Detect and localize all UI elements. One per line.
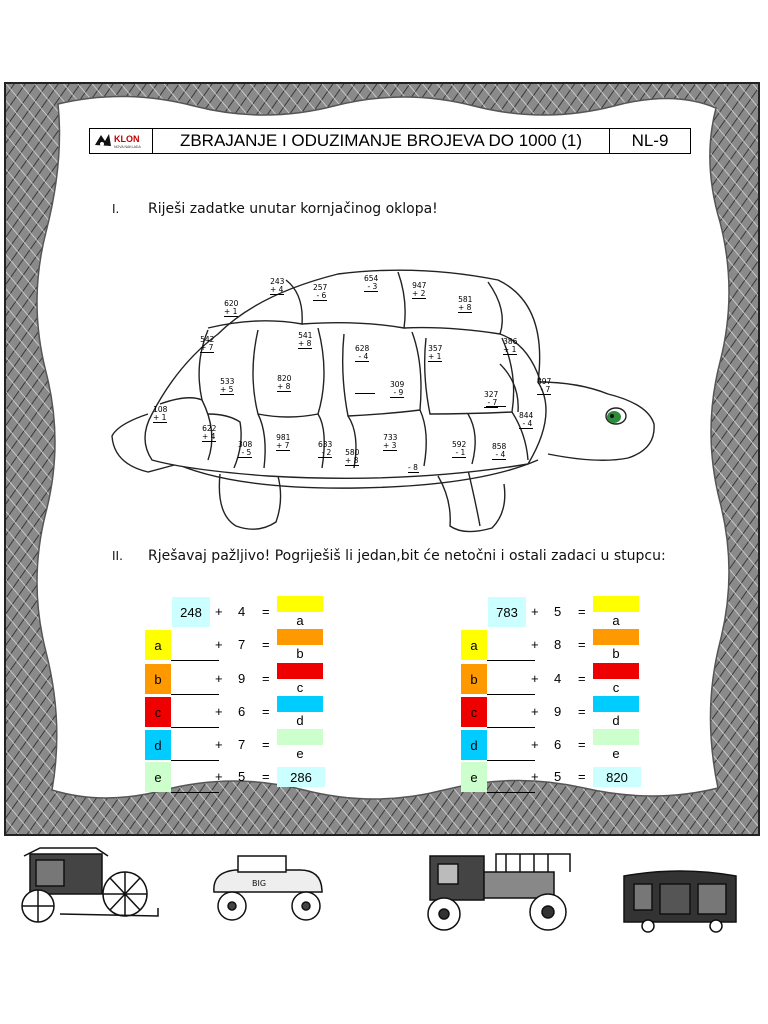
problem-top-number: 581: [458, 295, 473, 304]
chain-plus-sign: +: [215, 704, 223, 719]
klon-logo: [90, 129, 153, 153]
turtle-problem: [313, 284, 327, 301]
chain-answer-line[interactable]: [171, 760, 219, 761]
chain-result-label: c: [612, 679, 620, 695]
chain-result-label: a: [612, 612, 620, 628]
turtle-problem: [519, 412, 533, 429]
wagon-icon: [624, 871, 736, 932]
problem-top-number: 633: [318, 440, 333, 449]
problem-top-number: 592: [452, 440, 467, 449]
worksheet-title: ZBRAJANJE I ODUZIMANJE BROJEVA DO 1000 (1): [153, 129, 610, 153]
chain-plus-sign: +: [215, 637, 223, 652]
problem-operand: - 3: [364, 283, 378, 292]
fire-truck-icon: [428, 854, 570, 930]
turtle-problem: [318, 441, 332, 458]
chain-start-value: 783: [488, 597, 526, 627]
chain-equals-sign: =: [262, 671, 270, 686]
problem-top-number: 897: [537, 377, 552, 386]
chain-letter-box: e: [461, 762, 487, 792]
chain-result-label: d: [612, 712, 620, 728]
chain-result-color[interactable]: [593, 596, 639, 612]
chain-addend: 4: [554, 671, 562, 686]
chain-answer-line[interactable]: [171, 660, 219, 661]
problem-operand: + 1: [428, 352, 442, 361]
vehicle-illustrations: [0, 836, 768, 946]
task-2-instruction: Rješavaj pažljivo! Pogriješiš li jedan,bit će netočni i ostali zadaci u stupcu:: [148, 548, 666, 564]
problem-top-number: 541: [298, 331, 313, 340]
problem-operand: - 5: [238, 449, 252, 458]
chain-result-color[interactable]: [593, 729, 639, 745]
problem-top-number: 243: [270, 277, 285, 286]
chain-equals-sign: =: [578, 769, 586, 784]
chain-answer-line[interactable]: [487, 660, 535, 661]
answer-blank[interactable]: [486, 406, 506, 407]
turtle-problem: [412, 282, 426, 299]
chain-result-color[interactable]: [593, 663, 639, 679]
turtle-problem: [355, 345, 369, 362]
chain-result-color[interactable]: [593, 629, 639, 645]
chain-letter-box: a: [145, 630, 171, 660]
problem-top-number: 108: [153, 405, 168, 414]
problem-top-number: 542: [200, 335, 215, 344]
chain-addend: 5: [554, 769, 562, 784]
chain-result-label: a: [296, 612, 304, 628]
task-1-instruction: Riješi zadatke unutar kornjačinog oklopa!: [148, 201, 438, 217]
chain-plus-sign: +: [531, 604, 539, 619]
chain-letter-box: c: [461, 697, 487, 727]
chain-letter-box: d: [145, 730, 171, 760]
chain-result-label: b: [612, 645, 620, 661]
chain-plus-sign: +: [531, 637, 539, 652]
chain-plus-sign: +: [531, 671, 539, 686]
problem-top-number: 622: [202, 424, 217, 433]
chain-letter-box: c: [145, 697, 171, 727]
turtle-problem: [383, 434, 397, 451]
chain-result-color[interactable]: [277, 629, 323, 645]
problem-operand: + 5: [220, 385, 234, 394]
turtle-problem: [503, 338, 517, 355]
problem-top-number: 844: [519, 411, 534, 420]
chain-equals-sign: =: [578, 604, 586, 619]
turtle-problem: [364, 275, 378, 292]
svg-text:KLON: KLON: [114, 134, 140, 144]
problem-operand: + 4: [202, 432, 216, 441]
problem-top-number: 820: [277, 374, 292, 383]
turtle-problem: [220, 378, 234, 395]
chain-addend: 5: [238, 769, 246, 784]
turtle-drawing: [108, 264, 668, 542]
problem-top-number: 533: [220, 377, 235, 386]
chain-letter-box: e: [145, 762, 171, 792]
turtle-problem: [200, 336, 214, 353]
chain-answer-line[interactable]: [487, 727, 535, 728]
chain-letter-box: b: [145, 664, 171, 694]
chain-letter-box: d: [461, 730, 487, 760]
turtle-problem: [277, 375, 291, 392]
problem-operand: + 2: [412, 289, 426, 298]
turtle-problem: [452, 441, 466, 458]
chain-result-color[interactable]: [277, 729, 323, 745]
turtle-problem: [537, 378, 551, 395]
chain-plus-sign: +: [531, 769, 539, 784]
carriage-icon: [22, 848, 158, 922]
svg-text:NOVA NAKLADA: NOVA NAKLADA: [114, 145, 141, 149]
turtle-problem: [153, 406, 167, 423]
chain-answer-line[interactable]: [487, 760, 535, 761]
turtle-problem: [276, 434, 290, 451]
problem-operand: - 4: [355, 353, 369, 362]
task-2: [112, 548, 692, 568]
problem-top-number: 981: [276, 433, 291, 442]
chain-equals-sign: =: [262, 604, 270, 619]
turtle-problem: [238, 441, 252, 458]
chain-result-color[interactable]: [277, 596, 323, 612]
chain-equals-sign: =: [262, 637, 270, 652]
chain-letter-box: a: [461, 630, 487, 660]
problem-operand: - 2: [318, 449, 332, 458]
problem-operand: + 1: [503, 345, 517, 354]
chain-addend: 6: [554, 737, 562, 752]
turtle-problem: [298, 332, 312, 349]
chain-equals-sign: =: [262, 704, 270, 719]
problem-top-number: 580: [345, 448, 360, 457]
chain-addend: 4: [238, 604, 246, 619]
problem-top-number: 257: [313, 283, 328, 292]
chain-result-label: e: [612, 745, 620, 761]
chain-addend: 7: [238, 637, 246, 652]
problem-operand: + 7: [276, 441, 290, 450]
task-1-number: I.: [112, 202, 120, 216]
chain-addend: 9: [554, 704, 562, 719]
turtle-problem: [390, 381, 404, 398]
turtle-problem: [492, 443, 506, 460]
turtle-problem: [202, 425, 216, 442]
problem-operand: + 8: [345, 456, 359, 465]
chain-answer-line[interactable]: [487, 694, 535, 695]
chain-plus-sign: +: [215, 769, 223, 784]
problem-top-number: 858: [492, 442, 507, 451]
chain-equals-sign: =: [578, 704, 586, 719]
chain-addend: 8: [554, 637, 562, 652]
task-2-number: II.: [112, 549, 123, 563]
chain-answer-line[interactable]: [171, 727, 219, 728]
problem-top-number: 628: [355, 344, 370, 353]
chain-result-label: b: [296, 645, 304, 661]
problem-operand: - 4: [492, 451, 506, 460]
problem-top-number: 947: [412, 281, 427, 290]
problem-operand: + 8: [298, 339, 312, 348]
worksheet-header: [89, 128, 691, 154]
problem-top-number: 733: [383, 433, 398, 442]
answer-blank[interactable]: [355, 393, 375, 394]
chain-addend: 9: [238, 671, 246, 686]
chain-equals-sign: =: [262, 737, 270, 752]
problem-operand: - 6: [313, 292, 327, 301]
problem-operand: - 4: [519, 420, 533, 429]
chain-result-label: c: [296, 679, 304, 695]
chain-plus-sign: +: [215, 737, 223, 752]
chain-final-result: 820: [593, 767, 641, 787]
chain-plus-sign: +: [215, 604, 223, 619]
car-icon: [214, 856, 322, 920]
chain-plus-sign: +: [215, 671, 223, 686]
chain-equals-sign: =: [578, 671, 586, 686]
problem-operand: + 1: [224, 307, 238, 316]
problem-top-number: 327: [484, 390, 499, 399]
turtle-problem: [408, 456, 419, 473]
chain-answer-line[interactable]: [487, 792, 535, 793]
chain-equals-sign: =: [262, 769, 270, 784]
problem-operand: - 7: [537, 386, 551, 395]
problem-top-number: 308: [238, 440, 253, 449]
problem-operand: + 8: [458, 303, 472, 312]
problem-top-number: 654: [364, 274, 379, 283]
chain-plus-sign: +: [531, 704, 539, 719]
problem-top-number: 386: [503, 337, 518, 346]
chain-result-color[interactable]: [277, 663, 323, 679]
problem-top-number: 620: [224, 299, 239, 308]
chain-result-label: d: [296, 712, 304, 728]
turtle-problem: [428, 345, 442, 362]
problem-operand: + 7: [200, 343, 214, 352]
chain-answer-line[interactable]: [171, 694, 219, 695]
chain-plus-sign: +: [531, 737, 539, 752]
turtle-problem: [458, 296, 472, 313]
chain-start-value: 248: [172, 597, 210, 627]
chain-equals-sign: =: [578, 737, 586, 752]
chain-result-color[interactable]: [593, 696, 639, 712]
svg-text:BIG: BIG: [252, 879, 267, 888]
chain-addend: 7: [238, 737, 246, 752]
problem-operand: + 8: [277, 382, 291, 391]
chain-addend: 6: [238, 704, 246, 719]
task-1: [112, 201, 672, 221]
worksheet-code: NL-9: [631, 131, 669, 150]
problem-operand: + 3: [383, 441, 397, 450]
turtle-problem: [345, 449, 359, 466]
chain-result-label: e: [296, 745, 304, 761]
turtle-problem: [224, 300, 238, 317]
problem-operand: - 8: [408, 463, 418, 472]
problem-operand: - 9: [390, 389, 404, 398]
problem-operand: - 7: [484, 399, 498, 408]
problem-operand: - 1: [452, 449, 466, 458]
problem-operand: + 1: [153, 413, 167, 422]
problem-operand: + 4: [270, 285, 284, 294]
chain-answer-line[interactable]: [171, 792, 219, 793]
turtle-problem: [270, 278, 284, 295]
problem-top-number: 309: [390, 380, 405, 389]
chain-final-result: 286: [277, 767, 325, 787]
chain-addend: 5: [554, 604, 562, 619]
chain-letter-box: b: [461, 664, 487, 694]
problem-top-number: 357: [428, 344, 443, 353]
chain-equals-sign: =: [578, 637, 586, 652]
chain-result-color[interactable]: [277, 696, 323, 712]
